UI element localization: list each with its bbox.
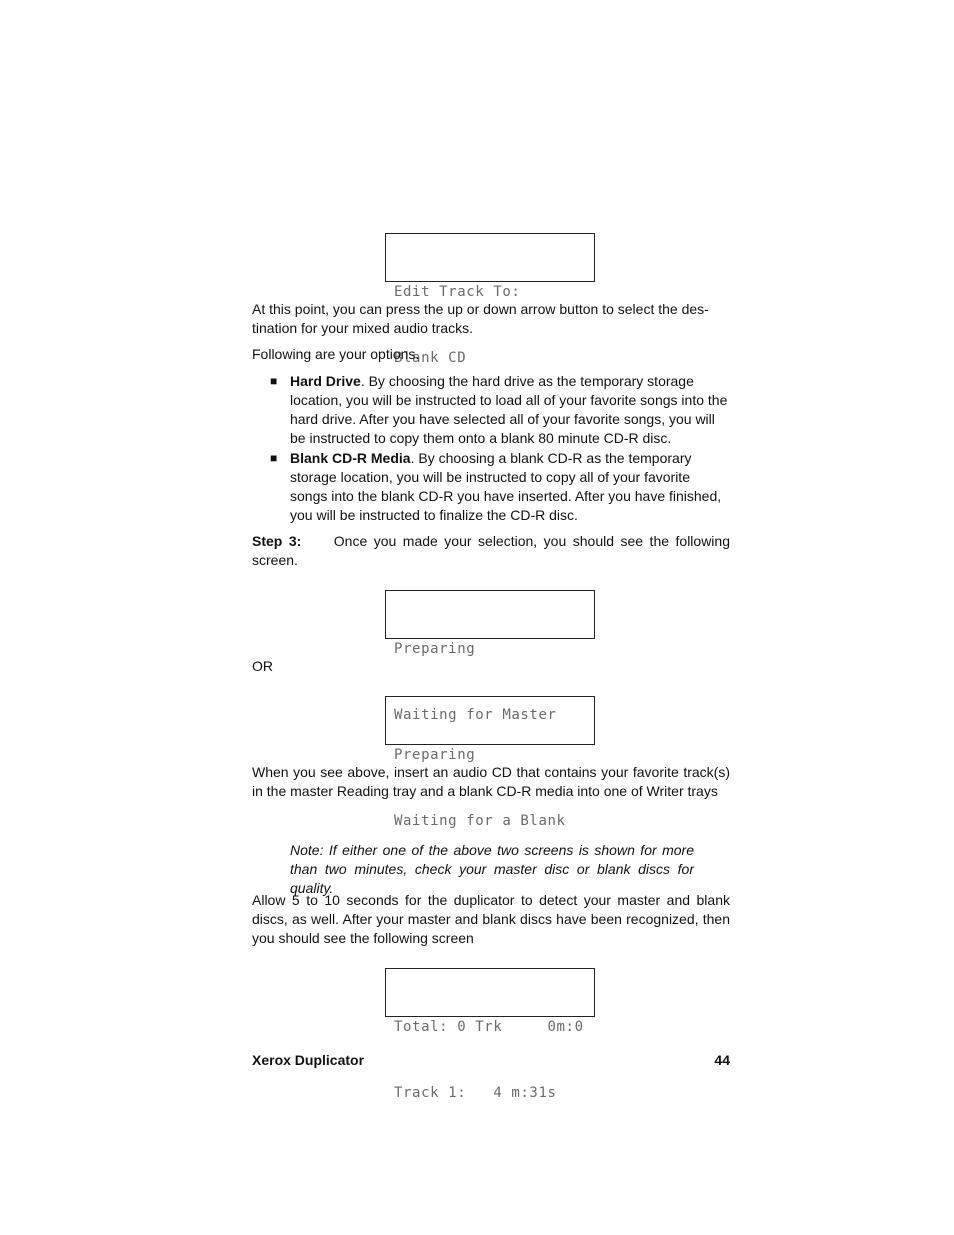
paragraph-destination xyxy=(252,300,730,338)
footer-title: Xerox Duplicator xyxy=(252,1052,365,1068)
step-3 xyxy=(252,532,730,570)
lcd-line: Edit Track To: xyxy=(394,284,521,300)
lcd-screen-waiting-master xyxy=(385,590,595,723)
bullet-hard-drive xyxy=(290,372,730,448)
bullet-marker: ■ xyxy=(270,451,278,465)
lcd-line: Preparing xyxy=(394,641,476,657)
bullet-title: Blank CD-R Media xyxy=(290,450,411,466)
bullet-body: . By choosing a blank CD-R as the temporary storage location, you will be instructed to copy all of your favorite songs into the blank CD-R you have inserted. After you have finished, you will be instructed to finalize the CD-R disc. xyxy=(290,450,722,523)
paragraph-options: Following are your options. xyxy=(252,346,420,362)
paragraph-line: At this point, you can press the up or down arrow button to select the des- xyxy=(252,301,709,317)
bullet-blank-cd xyxy=(290,449,730,525)
note: Note: If either one of the above two screens is shown for more than two minutes, check your master disc or blank discs for quality. xyxy=(290,842,694,896)
lcd-line: Waiting for a Blank xyxy=(394,813,566,829)
lcd-line: Total: 0 Trk 0m:0 xyxy=(394,1019,584,1035)
step-label: Step 3: xyxy=(252,533,302,549)
lcd-line: Preparing xyxy=(394,747,476,763)
bullet-title: Hard Drive xyxy=(290,373,361,389)
page-number: 44 xyxy=(714,1052,730,1068)
lcd-line: Waiting for Master xyxy=(394,707,557,723)
step-text: Once you made your selection, you should see the following screen. xyxy=(252,533,730,568)
paragraph-allow: Allow 5 to 10 seconds for the duplicator to detect your master and blank discs, as well. After your master and blank discs have been recognized, then you should see the following screen xyxy=(252,892,730,946)
lcd-screen-total xyxy=(385,968,595,1101)
lcd-line: Track 1: 4 m:31s xyxy=(394,1085,557,1101)
bullet-body: . By choosing the hard drive as the temporary storage location, you will be instructed to load all of your favorite songs into the hard drive. After you have selected all of your favorite songs, you will be instructed to copy them onto a blank 80 minute CD-R disc. xyxy=(290,373,728,446)
lcd-screen-edit-track xyxy=(385,233,595,366)
bullet-marker: ■ xyxy=(270,374,278,388)
lcd-line: Blank CD xyxy=(394,350,467,366)
or-label: OR xyxy=(252,658,273,674)
lcd-screen-waiting-blank xyxy=(385,696,595,829)
paragraph-insert-cd: When you see above, insert an audio CD that contains your favorite track(s) in the master Reading tray and a blank CD-R media into one of Writer trays xyxy=(252,764,730,799)
paragraph-line: tination for your mixed audio tracks. xyxy=(252,320,473,336)
